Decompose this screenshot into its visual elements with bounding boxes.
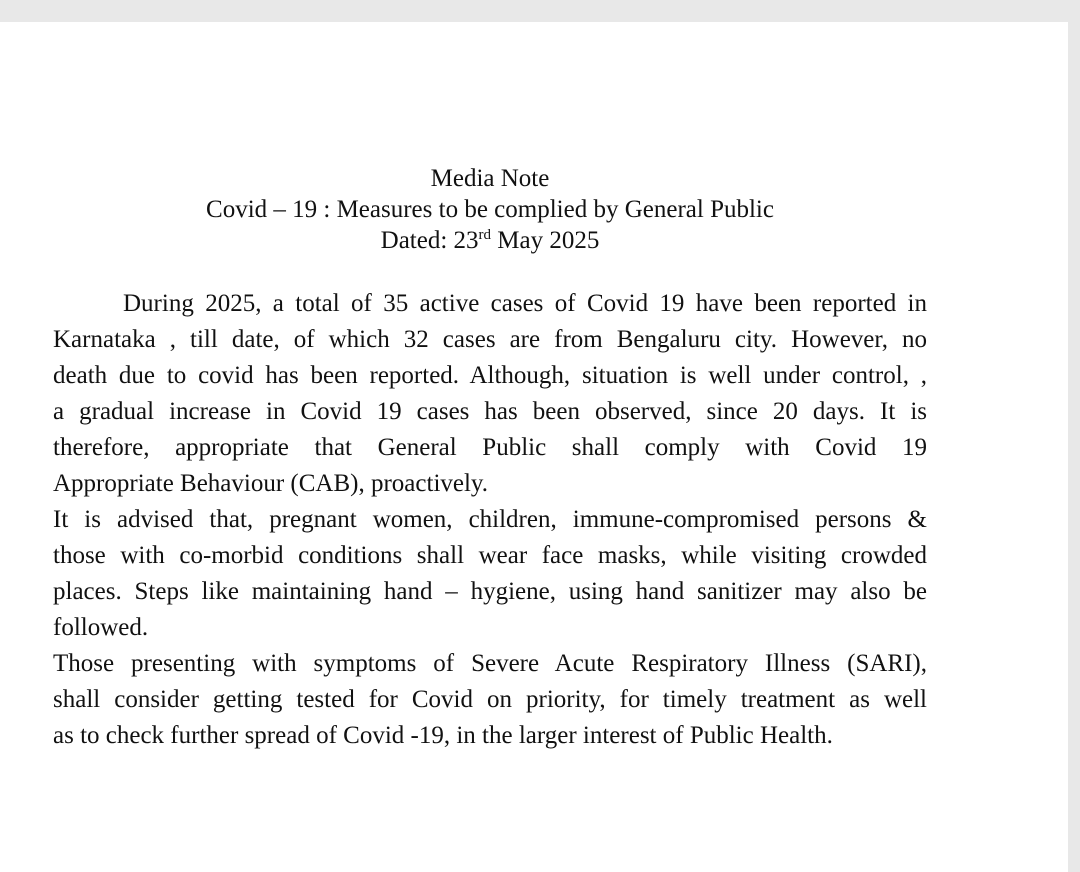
paragraph-line: Appropriate Behaviour (CAB), proactively. [53, 470, 489, 497]
paragraph-line: It is advised that, pregnant women, children, immune-compromised persons & [53, 506, 927, 533]
paragraph-line: a gradual increase in Covid 19 cases has been observed, since 20 days. It is [53, 398, 927, 425]
paragraph-line: as to check further spread of Covid -19, in the larger interest of Public Health. [53, 722, 833, 749]
paragraph-line: Karnataka , till date, of which 32 cases are from Bengaluru city. However, no [53, 326, 927, 353]
paragraph-advisory [53, 502, 927, 646]
paragraph-case-summary [53, 286, 927, 502]
paragraph-sari-testing [53, 646, 927, 754]
paragraph-line: those with co-morbid conditions shall wear face masks, while visiting crowded [53, 542, 927, 569]
paragraph-line: death due to covid has been reported. Although, situation is well under control, , [53, 362, 927, 389]
date-ordinal-suffix: rd [478, 227, 492, 243]
document-page [0, 22, 1068, 872]
paragraph-line: therefore, appropriate that General Public shall comply with Covid 19 [53, 434, 927, 461]
paragraph-line: Those presenting with symptoms of Severe Acute Respiratory Illness (SARI), [53, 650, 927, 677]
date-prefix: Dated: 23 [380, 227, 479, 254]
paragraph-line: During 2025, a total of 35 active cases of Covid 19 have been reported in [123, 290, 927, 317]
document-title: Media Note [430, 165, 550, 192]
document-date [0, 226, 980, 256]
document-subtitle: Covid – 19 : Measures to be complied by General Public [206, 196, 774, 223]
date-rest: May 2025 [491, 227, 600, 254]
paragraph-line: places. Steps like maintaining hand – hygiene, using hand sanitizer may also be [53, 578, 927, 605]
paragraph-line: shall consider getting tested for Covid on priority, for timely treatment as well [53, 686, 927, 713]
paragraph-line: followed. [53, 614, 149, 641]
